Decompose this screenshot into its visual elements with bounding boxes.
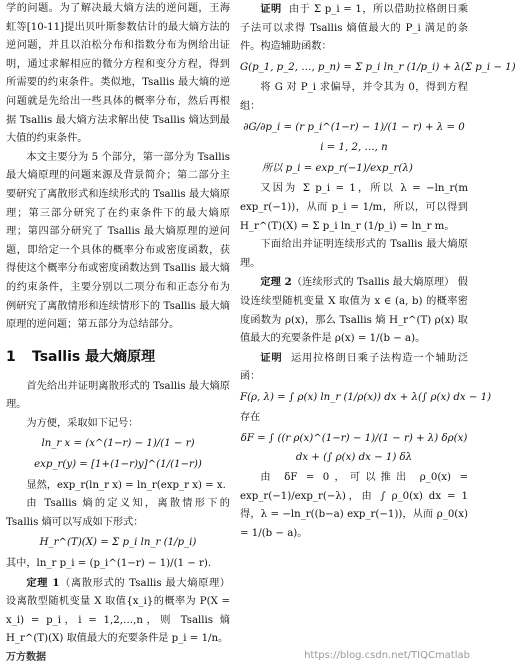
theorem-2 — [240, 273, 468, 348]
equation-G: G(p_1, p_2, …, p_n) = Σ p_i ln_r (1/p_i) + λ(Σ p_i − 1) — [240, 61, 516, 73]
equation-partial: ∂G/∂p_i = (r p_i^(1−r) − 1)/(1 − r) + λ = 0 — [243, 121, 465, 133]
csdn-watermark: https://blog.csdn.net/TIQCmatlab — [304, 650, 470, 661]
section-title: Tsallis 最大熵原理 — [32, 348, 156, 365]
proof-2 — [240, 349, 468, 387]
section-number: 1 — [6, 348, 16, 365]
equation-F: F(ρ, λ) = ∫ ρ(x) ln_r (1/ρ(x)) dx + λ(∫ ρ(x) dx − 1) — [240, 391, 492, 403]
where-line: 其中，ln_r p_i = (p_i^(1−r) − 1)/(1 − r). — [6, 558, 212, 570]
proof-1 — [240, 0, 468, 57]
proof-2-label: 证明 — [260, 351, 283, 364]
theorem-2-text: （连续形式的 Tsallis 最大熵原理） 假设连续型随机变量 X 取值为 x ∈ (a, b) 的概率密度函数为 ρ(x)，那么 Tsallis 熵 H_r^(T) ρ(x) 取值最大的充要条件是 ρ(x) = 1/(b − a)。 — [240, 277, 468, 345]
obvious-statement: 显然，exp_r(ln_r x) = ln_r(exp_r x) = x. — [26, 479, 226, 491]
structure-paragraph: 本文主要分为 5 个部分，第一部分为 Tsallis 最大熵原理的问题来源及背景简介；第二部分主要研究了离散形式和连续形式的 Tsallis 最大熵原理；第三部分研究了在约束条件下的最大熵原理；第四部分研究了 Tsallis 最大熵原理的逆问题，即给定一个具体的概率分布或密度函数，获得使这个概率分布或密度函数达到 Tsallis 最大熵的约束条件，主要分别以二项分布和正态分布为例研究了离散情形和连续情形下的 Tsallis 最大熵原理的逆问题；第五部分为总结部分。 — [6, 151, 230, 331]
section-intro: 首先给出并证明离散形式的 Tsallis 最大熵原理。 — [6, 380, 230, 411]
proof-1-text: 由于 Σ p_i = 1，所以借助拉格朗日乘子法可以求得 Tsallis 熵值最大的 P_i 满足的条件。构造辅助函数： — [240, 4, 469, 53]
right-column — [240, 0, 516, 544]
intro-paragraph: 学的问题。为了解决最大熵方法的逆问题，王海虹等[10-11]提出贝叶斯参数估计的最大熵方法的逆问题，并且以泊松分布和指数分布为例给出证明，通过求解相应的微分方程和变分方程，得到所需要的约束条件。类似地，Tsallis 最大熵的逆问题就是先给出一些具体的概率分布，然后再根据 Tsallis 最大熵方法求解出使 Tsallis 熵达到最大值的约束条件。 — [6, 3, 230, 145]
section-heading — [6, 348, 230, 366]
equation-lnr: ln_r x = (x^(1−r) − 1)/(1 − r) — [41, 438, 195, 450]
equation-deltaF: δF = ∫ ((r ρ(x)^(1−r) − 1)/(1 − r) + λ) δρ(x) dx + (∫ ρ(x) dx − 1) δλ — [240, 433, 468, 463]
theorem-2-label: 定理 2 — [260, 276, 292, 289]
proof-2-text: 运用拉格朗日乘子法构造一个辅助泛函： — [240, 352, 469, 383]
equation-so: 所以 p_i = exp_r(−1)/exp_r(λ) — [262, 162, 413, 174]
left-column — [6, 0, 230, 668]
notation-intro: 为方便，采取如下记号： — [26, 417, 139, 429]
theorem-1-text: （离散形式的 Tsallis 最大熵原理） 设离散型随机变量 X 取值{x_i}的概率为 P(X = x_i) = p_i，i = 1,2,…,n，则 Tsallis 熵 H_r^(T)(X) 取值最大的充要条件是 p_i = 1/n。 — [6, 577, 230, 645]
again-text: 又因为 Σ p_i = 1，所以 λ = −ln_r(m exp_r(−1))，从而 p_i = 1/m，所以，可以得到 H_r^(T)(X) = Σ p_i ln_r (1/p_i) = ln_r m。 — [240, 183, 468, 232]
equation-index: i = 1, 2, …, n — [320, 142, 388, 154]
continuous-intro: 下面给出并证明连续形式的 Tsallis 最大熵原理。 — [240, 239, 468, 269]
tsallis-definition-intro: 由 Tsallis 熵的定义知，离散情形下的 Tsallis 熵可以写成如下形式： — [6, 498, 230, 528]
exists-label: 存在 — [240, 412, 261, 424]
conclusion-text: 由 δF = 0，可以推出 ρ_0(x) = exp_r(−1)/exp_r(−λ)，由 ∫ ρ_0(x) dx = 1 得，λ = −ln_r((b−a) exp_r(−1))，从而 ρ_0(x) = 1/(b − a)。 — [240, 472, 468, 540]
theorem-1-label: 定理 1 — [26, 576, 60, 589]
wanfang-stamp: 万方数据 — [6, 652, 46, 663]
proof-1-label: 证明 — [260, 3, 282, 15]
theorem-1 — [6, 574, 230, 649]
equation-entropy: H_r^(T)(X) = Σ p_i ln_r (1/p_i) — [39, 537, 197, 549]
equation-expr: exp_r(y) = [1+(1−r)y]^(1/(1−r)) — [34, 459, 202, 471]
partial-intro: 将 G 对 P_i 求偏导，并令其为 0，得到方程组： — [240, 82, 468, 112]
